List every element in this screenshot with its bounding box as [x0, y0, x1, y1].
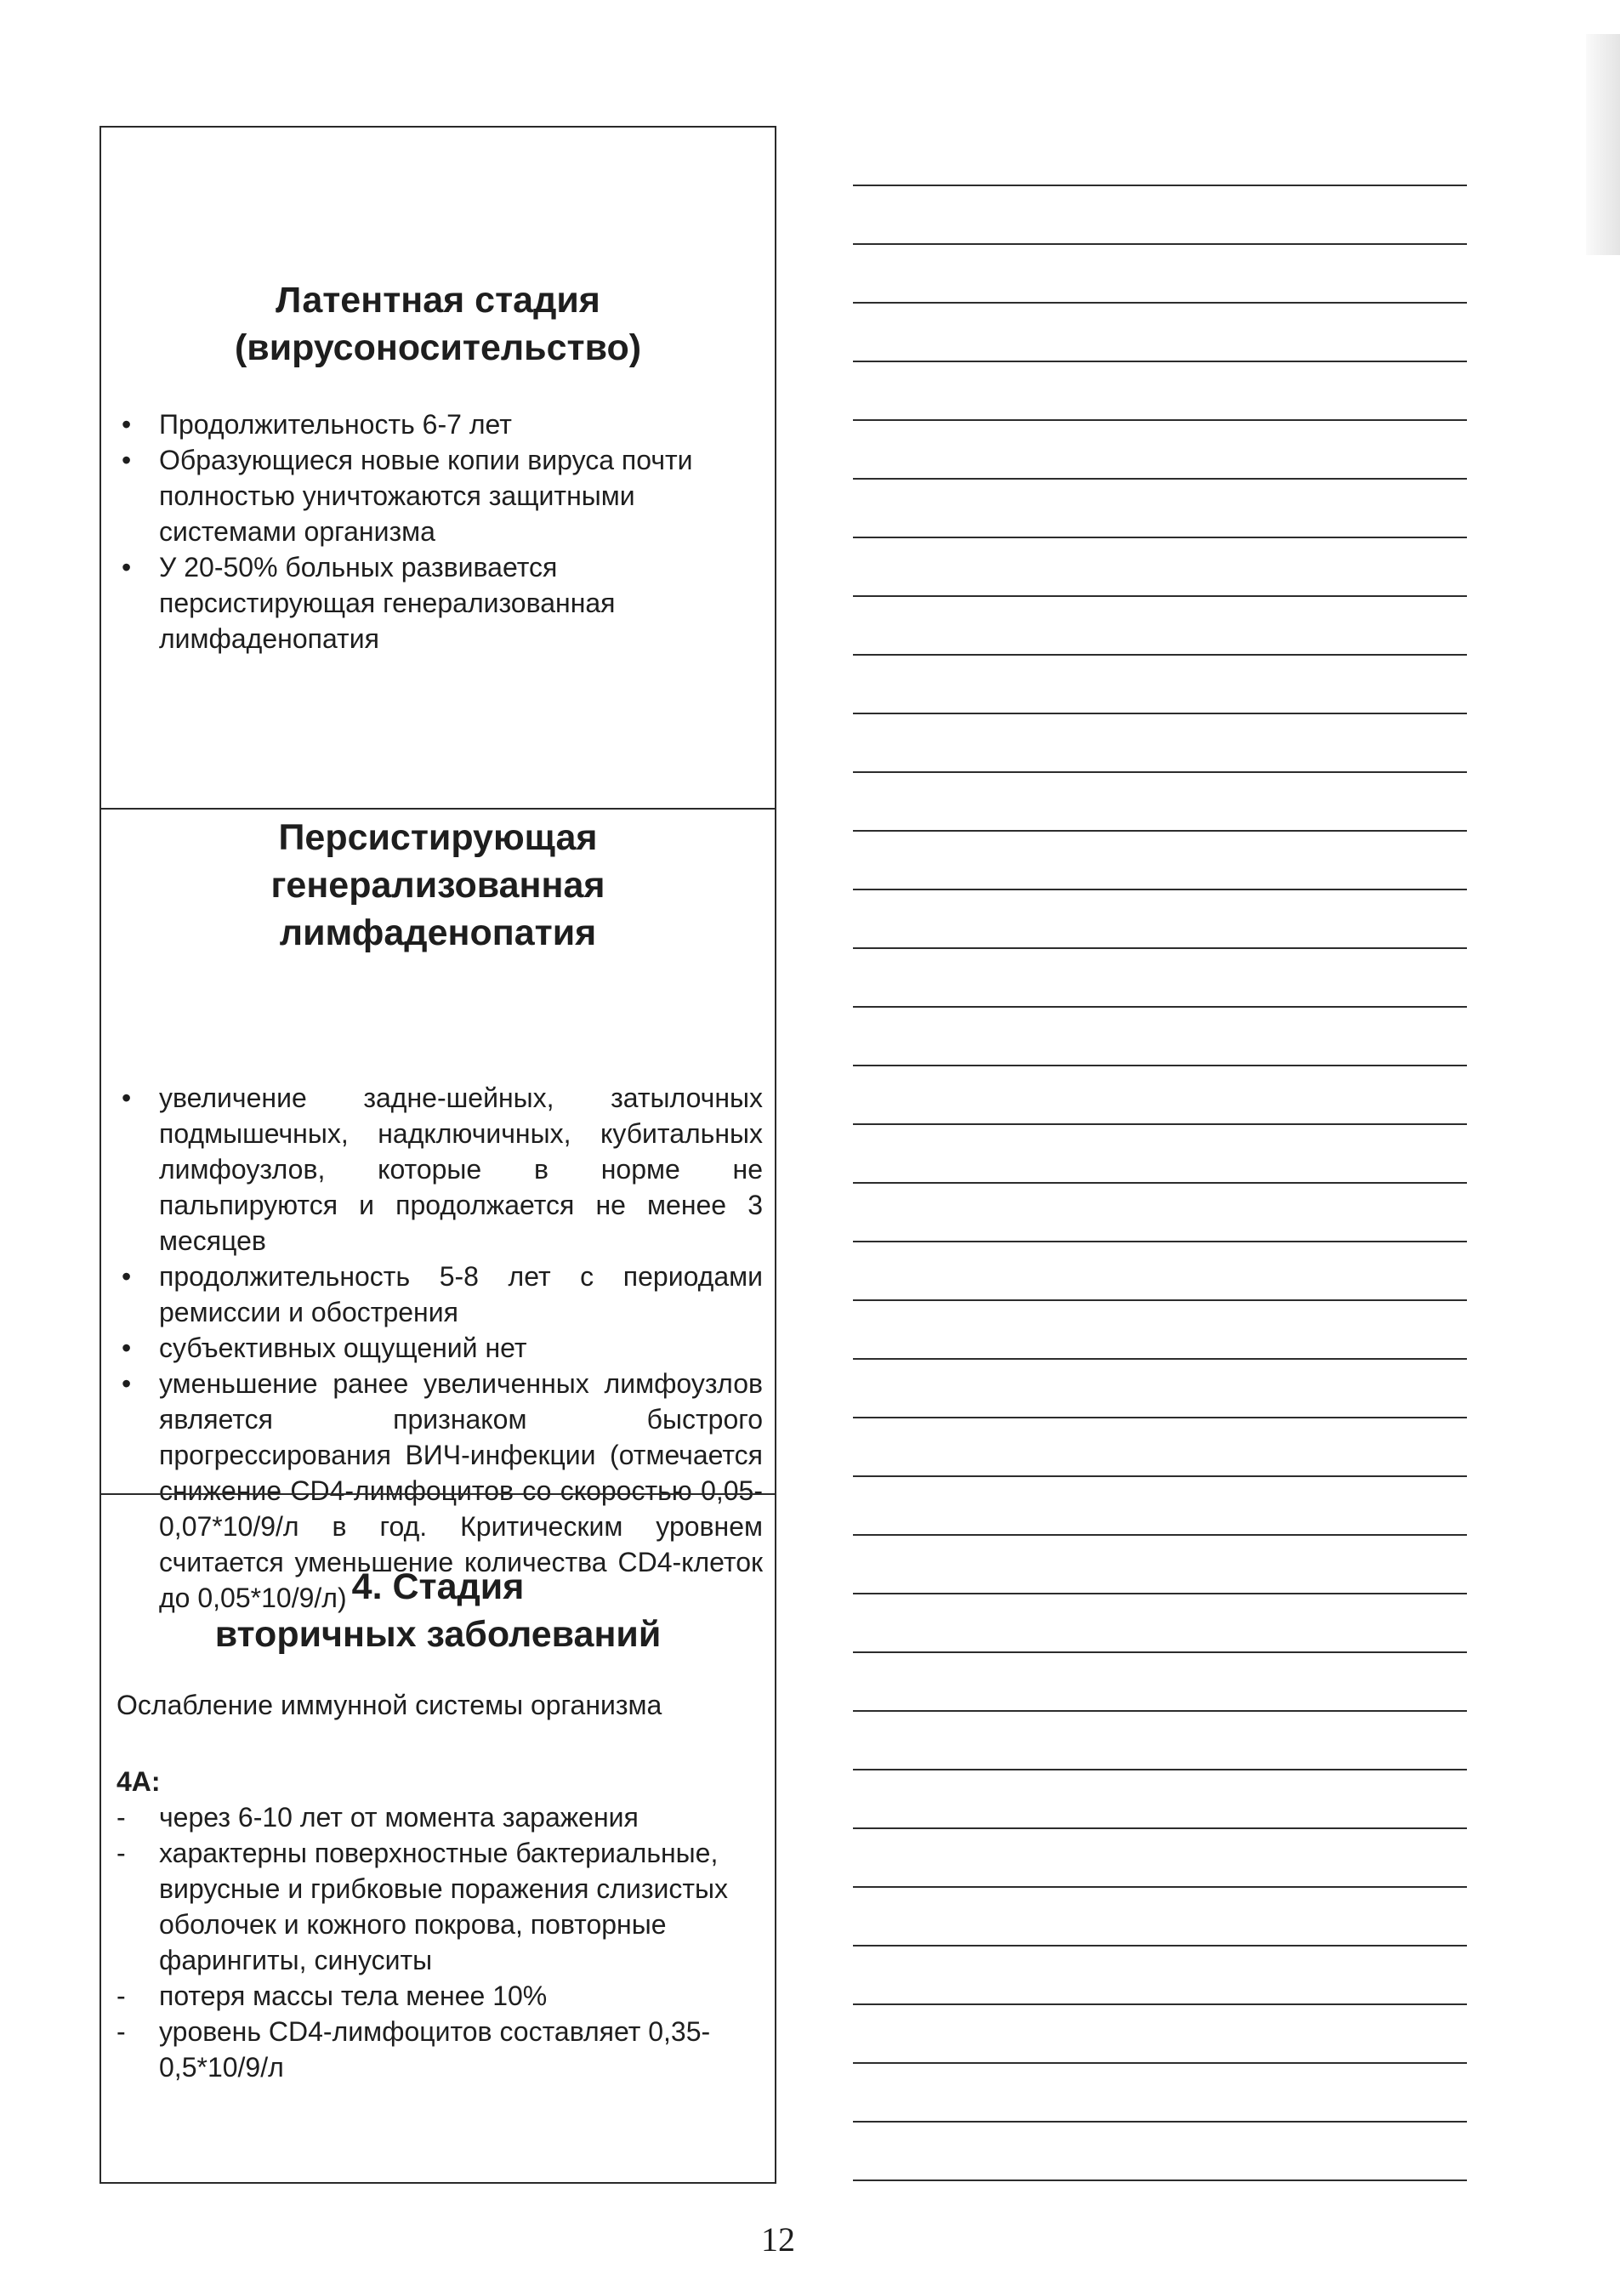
note-line	[853, 1770, 1467, 1829]
list-item: • увеличение задне-шейных, затылочных подмышечных, надключичных, кубитальных лимфоузлов, которые в норме не пальпируются и продолжается не менее 3 месяцев	[159, 1080, 763, 1259]
note-line	[853, 714, 1467, 773]
slide-intro: Ослабление иммунной системы организма	[117, 1690, 662, 1720]
note-line	[853, 304, 1467, 362]
list-item: • продолжительность 5-8 лет с периодами ремиссии и обострения	[159, 1259, 763, 1330]
note-line	[853, 1594, 1467, 1653]
slide-secondary-diseases	[101, 1493, 775, 2182]
note-line	[853, 1829, 1467, 1888]
dash-list	[159, 1799, 754, 2085]
note-line	[853, 656, 1467, 714]
note-line	[853, 186, 1467, 245]
note-line	[853, 362, 1467, 421]
note-line	[853, 1301, 1467, 1360]
slide-title	[101, 814, 775, 957]
note-line	[853, 538, 1467, 597]
note-line	[853, 2064, 1467, 2123]
slide-subheading: 4А:	[117, 1766, 161, 1797]
list-item: - характерны поверхностные бактериальные, вирусные и грибковые поражения слизистых оболочек и кожного покрова, повторные фарингиты, синуситы	[159, 1835, 754, 1978]
note-line	[853, 1712, 1467, 1770]
note-line	[853, 1536, 1467, 1594]
slide-latent-stage	[101, 128, 775, 808]
note-line	[853, 2005, 1467, 2064]
note-line	[853, 128, 1467, 186]
note-line	[853, 1360, 1467, 1418]
note-line	[853, 480, 1467, 538]
note-line	[853, 1008, 1467, 1066]
slide-title	[101, 1563, 775, 1658]
title-line: Латентная стадия	[276, 280, 600, 321]
notes-lines	[853, 128, 1467, 2181]
title-line: (вирусоносительство)	[234, 327, 642, 368]
slides-frame	[99, 126, 776, 2184]
note-line	[853, 1066, 1467, 1125]
list-item: • У 20-50% больных развивается персистирующая генерализованная лимфаденопатия	[159, 549, 754, 656]
note-line	[853, 1946, 1467, 2005]
title-line: генерализованная	[270, 865, 605, 906]
list-item: • Образующиеся новые копии вируса почти полностью уничтожаются защитными системами организма	[159, 442, 754, 549]
note-line	[853, 421, 1467, 480]
page-edge-shadow	[1586, 34, 1620, 255]
title-line: вторичных заболеваний	[214, 1614, 662, 1655]
note-line	[853, 949, 1467, 1008]
note-line	[853, 832, 1467, 890]
note-line	[853, 1477, 1467, 1536]
list-item: • субъективных ощущений нет	[159, 1330, 763, 1366]
title-line: 4. Стадия	[351, 1566, 525, 1607]
note-line	[853, 1653, 1467, 1712]
page-number: 12	[761, 2220, 795, 2259]
list-item: - через 6-10 лет от момента заражения	[159, 1799, 754, 1835]
list-item: • уменьшение ранее увеличенных лимфоузлов является признаком быстрого прогрессирования ВИЧ-инфекции (отмечается снижение CD4-лимфоцитов со скоростью 0,05-0,07*10/9/л в год. Критическим уровнем считается уменьшение количества CD4-клеток до 0,05*10/9/л)	[159, 1366, 763, 1616]
note-line	[853, 2123, 1467, 2181]
slide-title	[101, 276, 775, 372]
note-line	[853, 1184, 1467, 1242]
note-line	[853, 1242, 1467, 1301]
list-item: - уровень CD4-лимфоцитов составляет 0,35-0,5*10/9/л	[159, 2014, 754, 2085]
bullet-list	[159, 406, 754, 656]
note-line	[853, 1125, 1467, 1184]
note-line	[853, 245, 1467, 304]
note-line	[853, 1418, 1467, 1477]
note-line	[853, 597, 1467, 656]
title-line: лимфаденопатия	[279, 912, 597, 953]
list-item: • Продолжительность 6-7 лет	[159, 406, 754, 442]
note-line	[853, 890, 1467, 949]
note-line	[853, 773, 1467, 832]
list-item: - потеря массы тела менее 10%	[159, 1978, 754, 2014]
title-line: Персистирующая	[278, 817, 598, 858]
note-line	[853, 1888, 1467, 1946]
